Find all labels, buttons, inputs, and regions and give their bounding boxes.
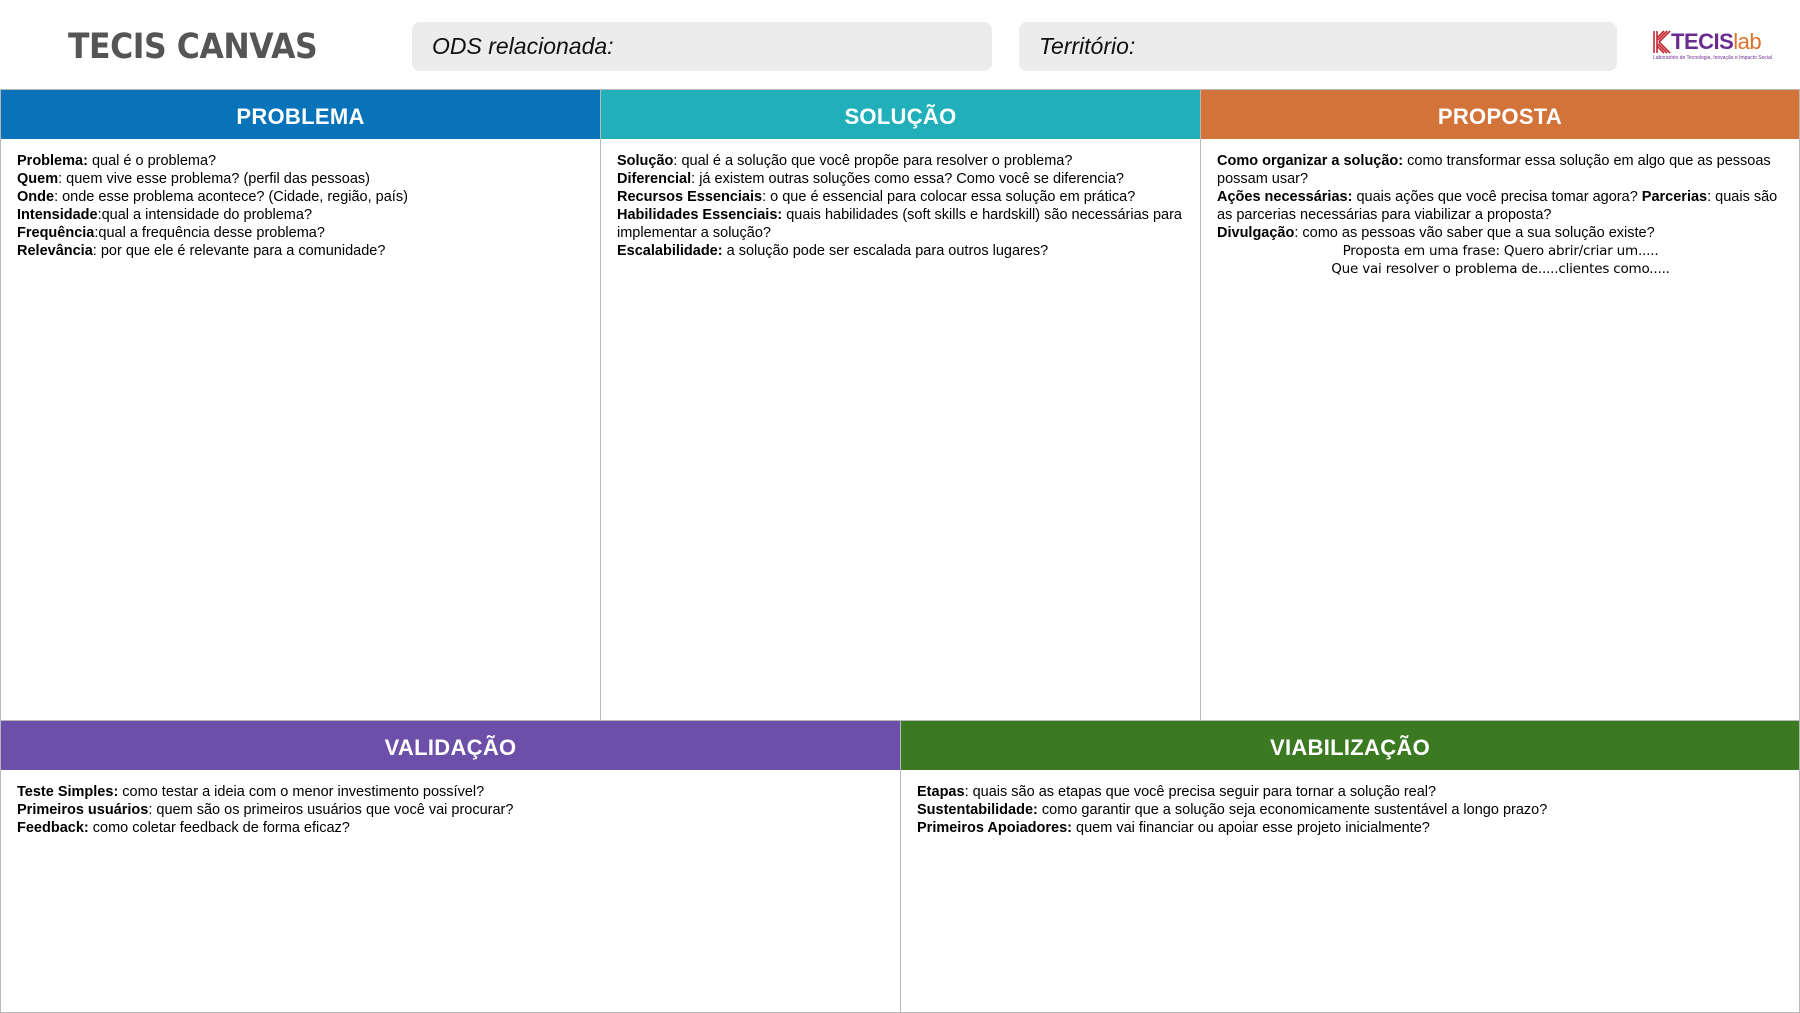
prompt-label: Relevância [17, 243, 93, 259]
logo-wordmark [1671, 30, 1761, 54]
prompt-label: Habilidades Essenciais: [617, 207, 783, 223]
prompt-text: : quem são os primeiros usuários que você vai procurar? [148, 802, 514, 818]
prompt-label: Recursos Essenciais [617, 189, 763, 205]
prompt-text: : onde esse problema acontece? (Cidade, região, país) [54, 189, 408, 205]
prompt-text: : já existem outras soluções como essa? Como você se diferencia? [691, 171, 1124, 187]
prompt-label: Quem [17, 171, 59, 187]
prompt-label: Solução [617, 153, 674, 169]
prompt-text: quais habilidades (soft skills e hardskill) são necessárias para implementar a solução? [617, 207, 1182, 241]
viabilizacao-panel [900, 720, 1800, 1013]
viabilizacao-header: VIABILIZAÇÃO [901, 721, 1799, 770]
prompt-label: Onde [17, 189, 55, 205]
prompt-label: Diferencial [617, 171, 692, 187]
prompt-text: como testar a ideia com o menor investimento possível? [118, 784, 485, 800]
prompt-label: Primeiros usuários [17, 802, 149, 818]
proposta-prompt-line [1217, 224, 1784, 242]
viabilizacao-prompt-line [917, 783, 1784, 801]
problema-body[interactable] [1, 139, 600, 260]
proposta-centered-line: Que vai resolver o problema de.....clientes como..... [1331, 261, 1670, 277]
solucao-body[interactable] [601, 139, 1200, 260]
proposta-prompt-line [1217, 188, 1784, 224]
prompt-text: : o que é essencial para colocar essa solução em prática? [762, 189, 1136, 205]
proposta-centered-line: Proposta em uma frase: Quero abrir/criar um..... [1342, 243, 1659, 259]
prompt-text: :qual a frequência desse problema? [94, 225, 325, 241]
validacao-prompt-line [17, 801, 885, 819]
prompt-label: Sustentabilidade: [917, 802, 1038, 818]
proposta-panel [1200, 89, 1800, 721]
viabilizacao-prompt-line [917, 819, 1784, 837]
prompt-label: Problema: [17, 153, 88, 169]
validacao-header: VALIDAÇÃO [1, 721, 900, 770]
logo-word-suffix: lab [1733, 29, 1762, 54]
solucao-prompt-line [617, 206, 1185, 242]
problema-prompt-line [17, 170, 585, 188]
prompt-label: Etapas [917, 784, 965, 800]
proposta-body[interactable] [1201, 139, 1799, 278]
problema-prompt-line [17, 206, 585, 224]
problema-header: PROBLEMA [1, 90, 600, 139]
viabilizacao-body[interactable] [901, 770, 1799, 837]
prompt-label: Escalabilidade: [617, 243, 723, 259]
solucao-header: SOLUÇÃO [601, 90, 1200, 139]
problema-prompt-line [17, 188, 585, 206]
prompt-text: : como as pessoas vão saber que a sua solução existe? [1294, 225, 1655, 241]
prompt-text: como coletar feedback de forma eficaz? [88, 820, 350, 836]
viabilizacao-prompt-line [917, 801, 1784, 819]
proposta-prompt-line [1217, 152, 1784, 188]
prompt-label: Feedback: [17, 820, 89, 836]
prompt-label: Divulgação [1217, 225, 1295, 241]
logo-tagline: Laboratório de Tecnologia, Inovação e Impacto Social [1653, 55, 1772, 61]
solucao-prompt-line [617, 170, 1185, 188]
problema-prompt-line [17, 224, 585, 242]
validacao-panel [0, 720, 901, 1013]
problema-panel [0, 89, 601, 721]
prompt-text: qual é o problema? [87, 153, 217, 169]
prompt-text: : quais são as parcerias necessárias para viabilizar a proposta? [1217, 189, 1778, 223]
territorio-field[interactable]: Território: [1019, 22, 1617, 71]
ods-field[interactable]: ODS relacionada: [412, 22, 992, 71]
solucao-panel [600, 89, 1201, 721]
prompt-text: quais ações que você precisa tomar agora? [1352, 189, 1642, 205]
validacao-body[interactable] [1, 770, 900, 837]
prompt-text: : quais são as etapas que você precisa seguir para tornar a solução real? [964, 784, 1437, 800]
prompt-label: Primeiros Apoiadores: [917, 820, 1072, 836]
prompt-label: Intensidade [17, 207, 98, 223]
prompt-text: quem vai financiar ou apoiar esse projeto inicialmente? [1071, 820, 1430, 836]
solucao-prompt-line [617, 152, 1185, 170]
validacao-prompt-line [17, 783, 885, 801]
prompt-label: Parcerias [1641, 189, 1708, 205]
canvas-title: TECIS CANVAS [68, 27, 318, 67]
prompt-text: como garantir que a solução seja economicamente sustentável a longo prazo? [1037, 802, 1548, 818]
problema-prompt-line [17, 152, 585, 170]
tecislab-logo [1652, 26, 1790, 66]
solucao-prompt-line [617, 188, 1185, 206]
k-lines-logo-icon [1652, 30, 1672, 54]
validacao-prompt-line [17, 819, 885, 837]
prompt-text: :qual a intensidade do problema? [97, 207, 313, 223]
prompt-text: : por que ele é relevante para a comunidade? [92, 243, 386, 259]
prompt-label: Como organizar a solução: [1217, 153, 1404, 169]
prompt-label: Ações necessárias: [1217, 189, 1353, 205]
prompt-text: : quem vive esse problema? (perfil das pessoas) [58, 171, 370, 187]
prompt-text: : qual é a solução que você propõe para resolver o problema? [673, 153, 1073, 169]
prompt-text: a solução pode ser escalada para outros lugares? [722, 243, 1049, 259]
prompt-label: Frequência [17, 225, 95, 241]
proposta-header: PROPOSTA [1201, 90, 1799, 139]
prompt-text: como transformar essa solução em algo que as pessoas possam usar? [1217, 153, 1771, 187]
logo-word-main: TECIS [1671, 29, 1734, 54]
prompt-label: Teste Simples: [17, 784, 119, 800]
solucao-prompt-line [617, 242, 1185, 260]
problema-prompt-line [17, 242, 585, 260]
